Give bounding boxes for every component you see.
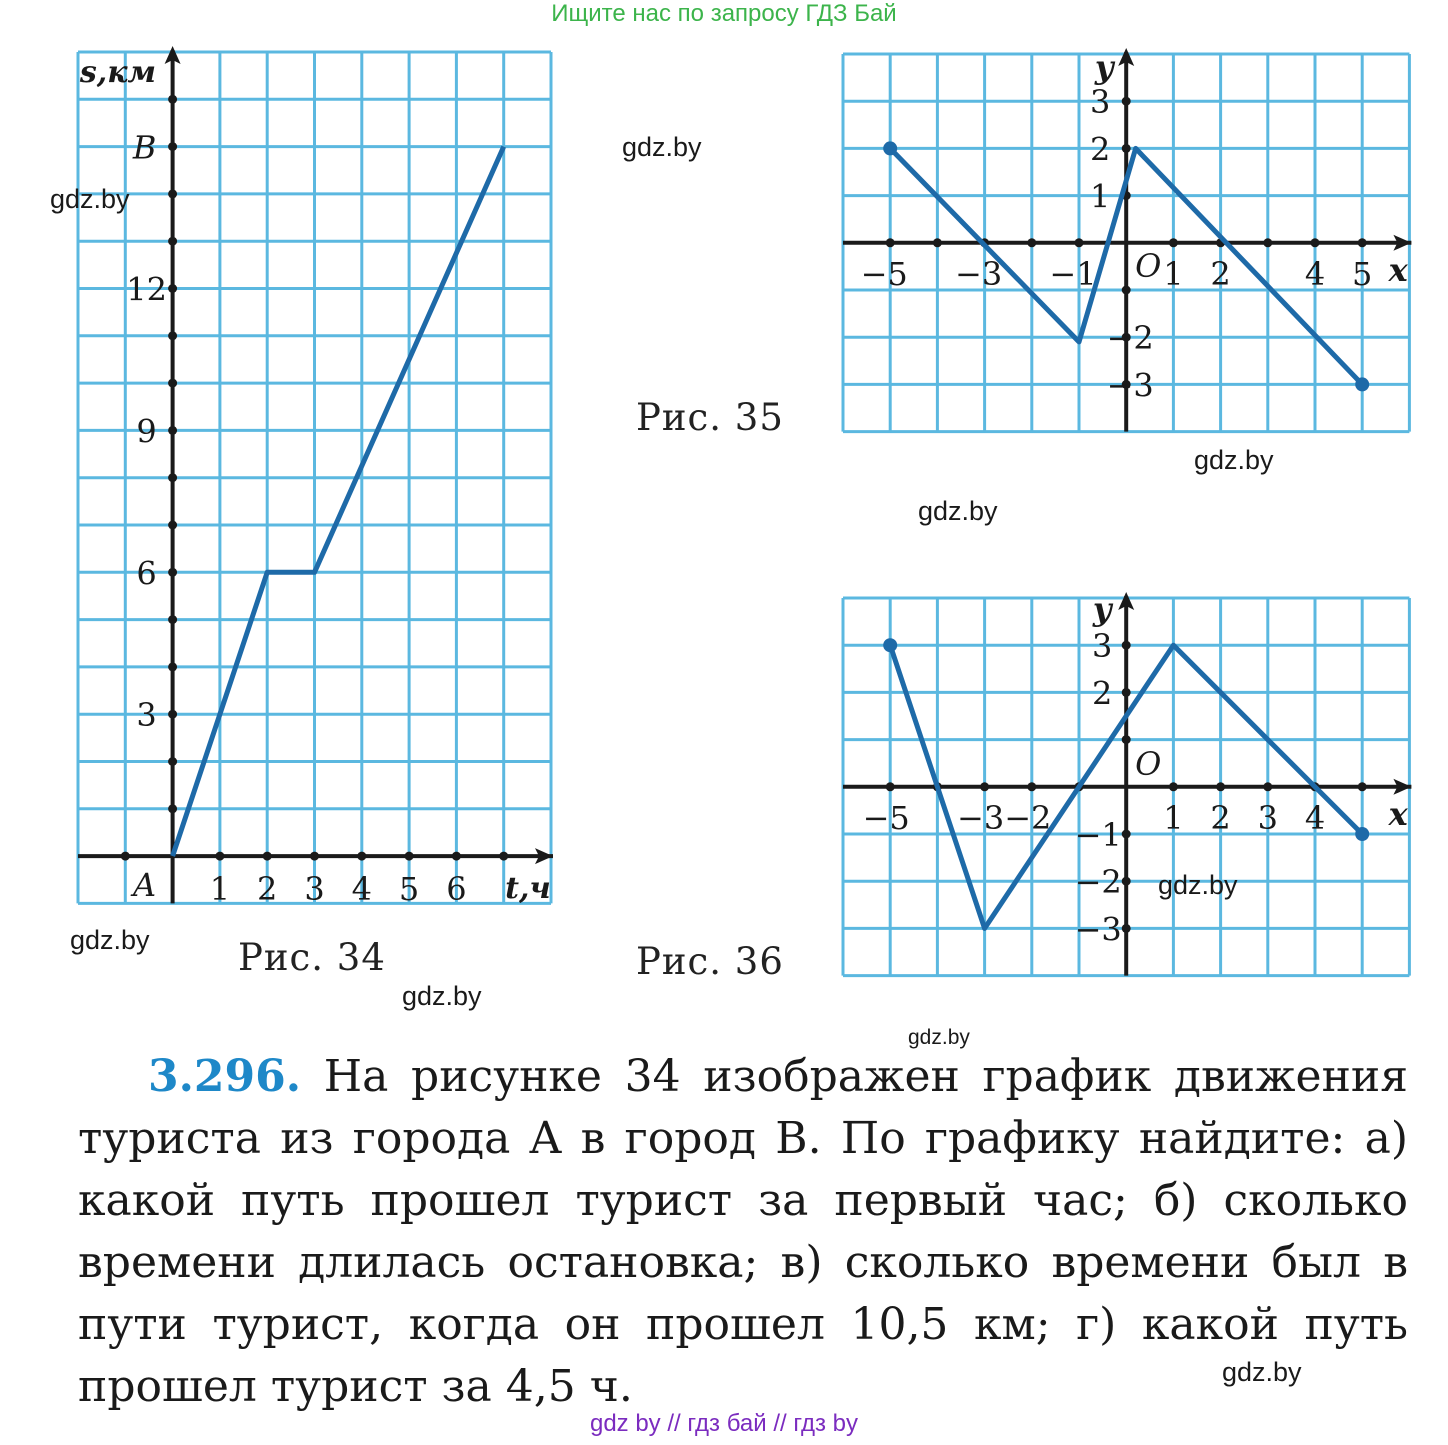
axis-dot xyxy=(168,331,177,340)
axis-dot xyxy=(1122,97,1131,106)
axis-dot xyxy=(168,189,177,198)
x-tick-label: 1 xyxy=(209,870,231,909)
axis-dot xyxy=(168,284,177,293)
y-tick-label: 2 xyxy=(1090,130,1111,169)
x-tick-label: 3 xyxy=(1257,798,1278,837)
axis-dot xyxy=(168,379,177,388)
caption-fig35: Рис. 35 xyxy=(636,396,784,439)
x-tick-label: 3 xyxy=(304,870,325,909)
x-tick-label: −5 xyxy=(862,798,910,837)
watermark: gdz.by xyxy=(1158,870,1238,900)
endpoint-marker xyxy=(883,141,897,155)
y-axis-label: y xyxy=(1092,590,1112,628)
chart-fig36 xyxy=(843,590,1411,976)
x-tick-label: 5 xyxy=(398,870,420,909)
series-line xyxy=(173,147,504,857)
x-axis-label: t,ч xyxy=(505,871,551,907)
axis-dot xyxy=(1358,782,1367,791)
y-tick-label: 9 xyxy=(136,412,157,451)
watermark: gdz.by xyxy=(622,132,702,162)
watermark: gdz.by xyxy=(70,925,150,955)
axis-dot xyxy=(499,852,508,861)
y-tick-label: 12 xyxy=(126,270,167,309)
chart-fig34 xyxy=(78,46,553,908)
x-axis-label: x xyxy=(1388,250,1408,289)
point-label-end: B xyxy=(132,128,157,167)
watermark: gdz.by xyxy=(1194,445,1274,475)
chart-fig35 xyxy=(843,48,1411,432)
x-tick-label: 2 xyxy=(257,870,278,909)
axis-dot xyxy=(1122,286,1131,295)
x-tick-label: 6 xyxy=(446,870,467,909)
endpoint-marker xyxy=(1355,827,1369,841)
y-tick-label: 3 xyxy=(136,696,157,735)
axis-dot xyxy=(168,615,177,624)
y-tick-label: −2 xyxy=(1106,319,1154,358)
problem-number: 3.296. xyxy=(148,1051,302,1102)
axis-dot xyxy=(980,782,989,791)
x-tick-label: 5 xyxy=(1352,254,1373,293)
watermark: gdz.by xyxy=(908,1026,970,1049)
y-tick-label: 2 xyxy=(1092,674,1113,713)
axis-dot xyxy=(168,710,177,719)
axis-dot xyxy=(168,662,177,671)
axis-dot xyxy=(1122,641,1131,650)
axis-dot xyxy=(215,852,224,861)
y-tick-label: 1 xyxy=(1090,177,1111,216)
x-tick-label: −1 xyxy=(1049,254,1097,293)
footer-links: gdz by // гдз бай // гдз by xyxy=(589,1410,859,1437)
axis-dot xyxy=(168,473,177,482)
axis-dot xyxy=(1169,782,1178,791)
watermark: gdz.by xyxy=(1222,1357,1302,1387)
problem-body: На рисунке 34 изображен график движения туриста из города A в город B. По графику найдите: а) какой путь прошел турист за первый час; б) сколько времени длилась остановка; в) сколько времени был в пути турист, когда он прошел 10,5 км; г) какой путь прошел турист за 4,5 ч. xyxy=(78,1051,1408,1412)
axis-dot xyxy=(168,237,177,246)
y-tick-label: −3 xyxy=(1106,366,1154,405)
axis-dot xyxy=(357,852,366,861)
axis-dot xyxy=(168,95,177,104)
origin-label: O xyxy=(1135,246,1162,285)
axis-dot xyxy=(168,804,177,813)
y-axis-label: s,км xyxy=(79,55,157,90)
origin-label: O xyxy=(1135,744,1162,783)
axis-dot xyxy=(1358,238,1367,247)
y-tick-label: −1 xyxy=(1074,816,1122,854)
axis-dot xyxy=(1122,735,1131,744)
x-tick-label: 2 xyxy=(1210,798,1231,837)
endpoint-marker xyxy=(883,638,897,652)
top-banner: Ищите нас по запросу ГДЗ Бай xyxy=(551,0,897,27)
axis-dot xyxy=(168,757,177,766)
axis-dot xyxy=(886,238,895,247)
y-tick-label: −3 xyxy=(1074,910,1122,949)
axis-dot xyxy=(405,852,414,861)
watermark: gdz.by xyxy=(918,496,998,526)
axis-dot xyxy=(1027,782,1036,791)
axis-dot xyxy=(168,142,177,151)
axis-dot xyxy=(1169,238,1178,247)
y-tick-label: 6 xyxy=(136,554,157,593)
axis-dot xyxy=(1216,782,1225,791)
caption-fig36: Рис. 36 xyxy=(636,940,784,983)
axis-dot xyxy=(1263,782,1272,791)
y-tick-label: 3 xyxy=(1090,83,1111,122)
axis-dot xyxy=(310,852,319,861)
x-tick-label: 2 xyxy=(1210,254,1231,293)
y-tick-label: 3 xyxy=(1092,627,1113,666)
problem-text xyxy=(78,1046,1408,1418)
axis-dot xyxy=(1311,238,1320,247)
axis-dot xyxy=(1122,924,1131,933)
axis-dot xyxy=(933,238,942,247)
watermark: gdz.by xyxy=(50,184,130,214)
axis-dot xyxy=(1122,877,1131,886)
watermark: gdz.by xyxy=(402,981,482,1011)
x-axis-label: x xyxy=(1388,794,1408,833)
x-tick-label: 4 xyxy=(351,870,372,909)
x-tick-label: −3 xyxy=(955,254,1003,293)
x-tick-label: 4 xyxy=(1304,254,1326,293)
endpoint-marker xyxy=(1355,377,1369,391)
axis-dot xyxy=(1027,238,1036,247)
point-label-origin: A xyxy=(133,866,157,905)
axis-dot xyxy=(121,852,130,861)
axis-dot xyxy=(1263,238,1272,247)
axis-dot xyxy=(1075,238,1084,247)
x-tick-label: 1 xyxy=(1163,254,1184,293)
axis-dot xyxy=(263,852,272,861)
x-tick-label: −3 xyxy=(957,798,1005,837)
axis-dot xyxy=(168,568,177,577)
axis-dot xyxy=(1122,830,1131,839)
axis-dot xyxy=(452,852,461,861)
x-tick-label: 4 xyxy=(1304,798,1326,837)
axis-dot xyxy=(1122,688,1131,697)
caption-fig34: Рис. 34 xyxy=(238,936,386,979)
x-tick-label: −2 xyxy=(1004,798,1052,837)
axis-dot xyxy=(168,521,177,530)
x-tick-label: −5 xyxy=(860,254,908,293)
y-tick-label: −2 xyxy=(1074,863,1122,902)
y-axis-label: y xyxy=(1094,48,1114,86)
axis-dot xyxy=(1122,144,1131,153)
axis-dot xyxy=(168,426,177,435)
axis-dot xyxy=(886,782,895,791)
x-tick-label: 1 xyxy=(1163,798,1184,837)
